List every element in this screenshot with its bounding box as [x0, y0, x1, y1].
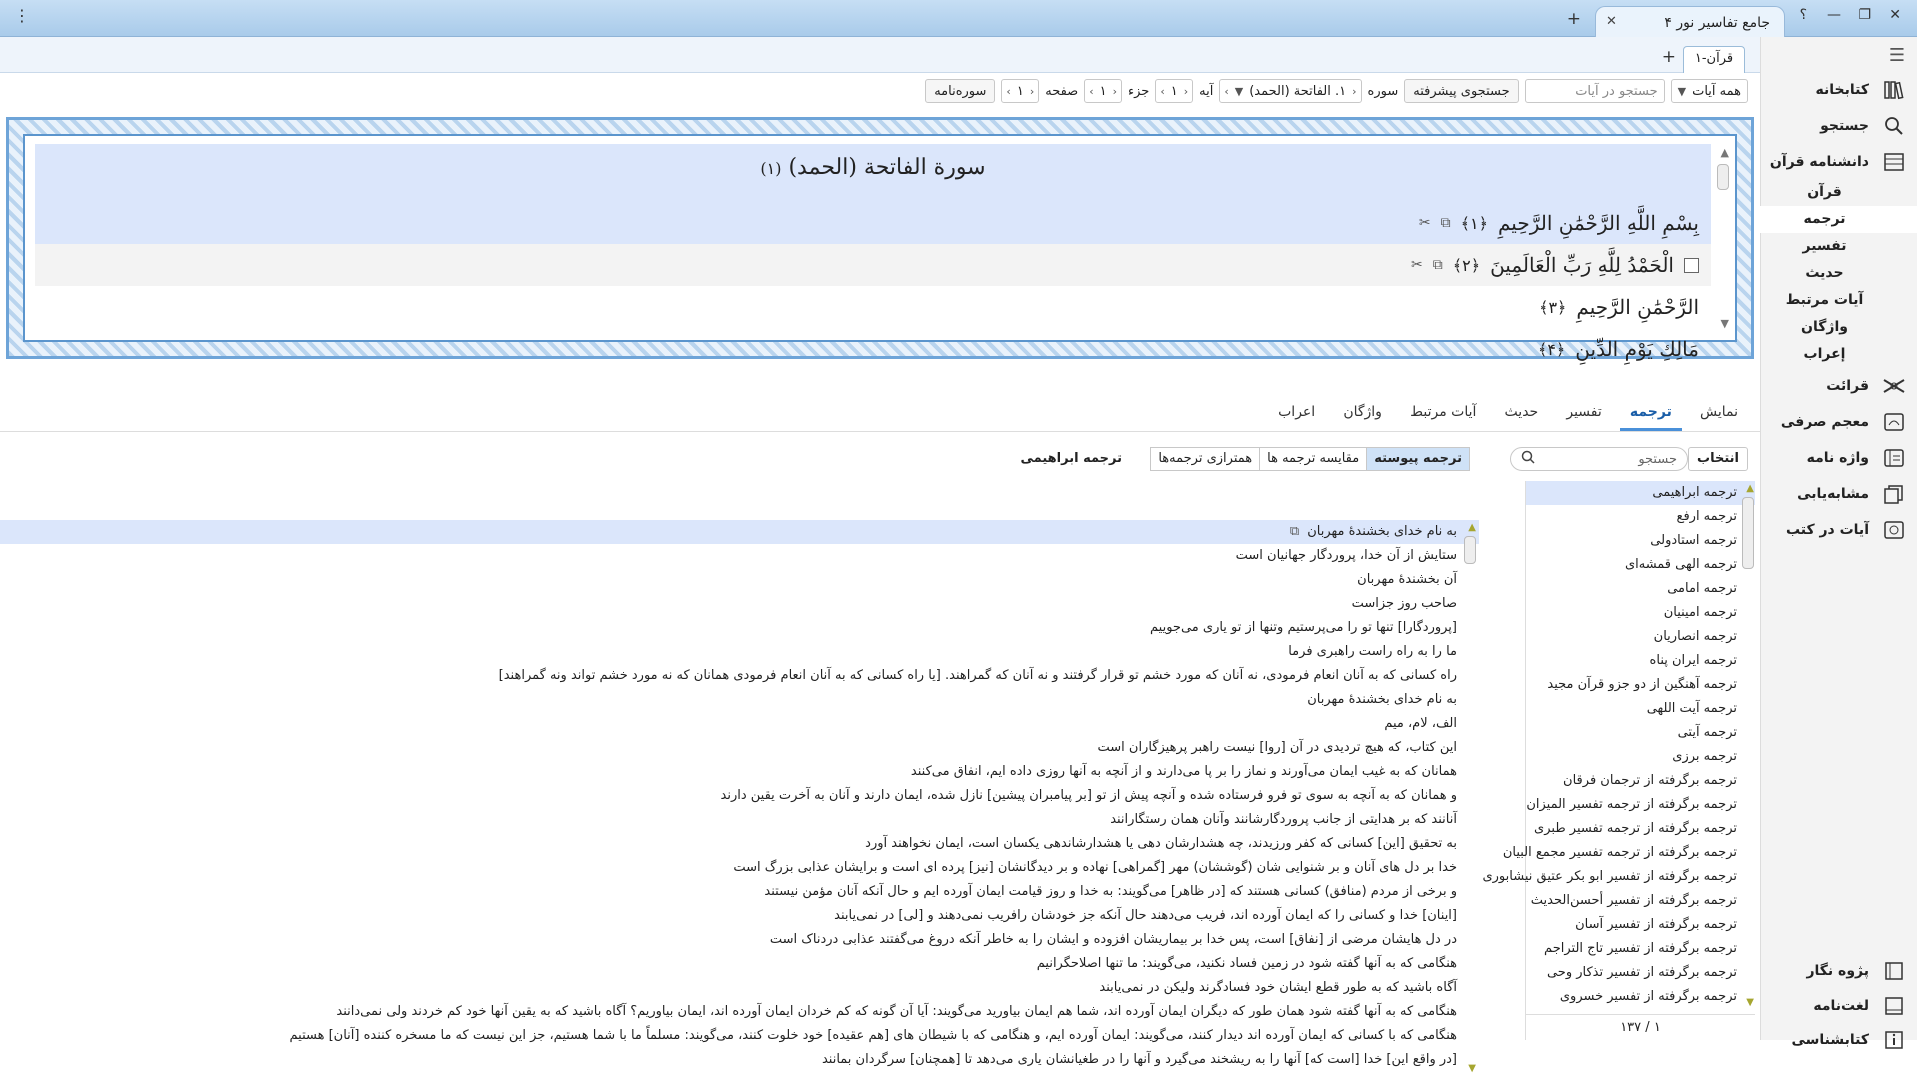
library-icon: [1881, 79, 1907, 101]
list-item[interactable]: ترجمه استادولی: [1650, 533, 1737, 548]
tab-quran-1[interactable]: قرآن-۱: [1683, 46, 1745, 73]
tab-tafsir[interactable]: تفسیر: [1566, 404, 1602, 420]
verse-row[interactable]: [35, 202, 1711, 244]
page-value: ۱: [1016, 83, 1024, 99]
translation-toolbar: [0, 439, 1760, 475]
sidebar-item-bibliography[interactable]: [1760, 1023, 1917, 1057]
list-item[interactable]: ترجمه امامی: [1667, 581, 1737, 596]
translation-text: ستایش از آن خدا، پروردگار جهانیان است: [1235, 548, 1457, 563]
chevron-down-icon: ▼: [1677, 84, 1687, 98]
external-link-icon[interactable]: ⧉: [1432, 257, 1443, 273]
verse-text: بِسْمِ اللَّهِ الرَّحْمَٰنِ الرَّحِيمِ: [1497, 211, 1699, 235]
translation-text: به تحقیق [این] کسانی که کفر ورزیدند، چه هشدارشان دهی یا هشدارشاندهی یکسان است، ایمان نخواهند آورد: [865, 836, 1457, 851]
scrollbar-thumb[interactable]: [1464, 536, 1476, 564]
verse-text: الرَّحْمَٰنِ الرَّحِيمِ: [1576, 295, 1699, 319]
tab-display[interactable]: نمایش: [1699, 404, 1738, 420]
translation-line[interactable]: [0, 616, 1479, 640]
surah-value: ۱. الفاتحة (الحمد): [1249, 83, 1347, 99]
list-item[interactable]: ترجمه برگرفته از ترجمه تفسیر المیزان: [1526, 797, 1737, 812]
translation-line[interactable]: [0, 568, 1479, 592]
mode-continuous[interactable]: ترجمه پیوسته: [1366, 447, 1470, 471]
current-translation-label: ترجمه ابراهیمی: [1020, 451, 1122, 466]
title-bar: [0, 0, 1917, 37]
translation-text: هنگامی که به آنها گفته شود همان طور که دیگران ایمان آورده اند، شما هم ایمان بیاورید می‌گویند: آیا آن گونه که کم خردان ایمان آورده اند، ایمان بیاوریم؟ آگاه باشید که به یقین آنها خود کم خردند ولی نمی‌دانند: [336, 1004, 1457, 1019]
translation-text: ما را به راه راست راهبری فرما: [1288, 644, 1457, 659]
translation-text: و برخی از مردم (منافق) کسانی هستند که [در ظاهر] می‌گویند: به خدا و روز قیامت ایمان آورده ایم و حال آنکه آنان مؤمن نیستند: [764, 884, 1457, 899]
list-item[interactable]: ترجمه امینیان: [1663, 605, 1737, 620]
verse-number: ﴿۱﴾: [1460, 213, 1488, 233]
restore-icon[interactable]: ❐: [1858, 7, 1871, 23]
tab-hadith[interactable]: حدیث: [1504, 404, 1539, 420]
translation-text: خدا بر دل های آنان و بر شنوایی شان (گوششان) مهر [گمراهی] نهاده و بر دیدگانشان [نیز] پرده ای است و برایشان عذابی بزرگ است: [733, 860, 1457, 875]
verse-search-placeholder: جستجو در آیات: [1575, 83, 1658, 99]
scissors-icon[interactable]: ✂: [1410, 257, 1423, 273]
translation-text: [اینان] خدا و کسانی را که ایمان آورده اند، فریب می‌دهند حال آنکه جز خودشان رافریب نمی‌دهند و [لی] در نمی‌یابند: [834, 908, 1457, 923]
verse-search-input[interactable]: [1525, 79, 1665, 103]
tab-related-verses[interactable]: آیات مرتبط: [1410, 404, 1477, 420]
scroll-down-icon[interactable]: ▼: [1746, 997, 1754, 1008]
translation-text: [در واقع این] خدا [است که] آنها را به ریشخند می‌گیرد و آنها را در طغیانشان یاری می‌دهد تا [همچنان] سرگردان بمانند: [821, 1052, 1457, 1067]
translator-search-placeholder: جستجو: [1638, 451, 1677, 467]
search-icon: [1881, 115, 1907, 137]
list-item[interactable]: ترجمه ایران پناه: [1649, 653, 1737, 668]
page-selector[interactable]: [1001, 79, 1039, 103]
aya-selector[interactable]: [1155, 79, 1193, 103]
quran-scrollbar[interactable]: [1717, 146, 1729, 330]
list-item[interactable]: ترجمه برگرفته از ترجمه تفسیر مجمع البیان: [1502, 845, 1737, 860]
surah-title: [35, 144, 1711, 202]
bibliography-icon: [1881, 1029, 1907, 1051]
sidebar-item-label: جستجو: [1820, 118, 1869, 134]
verse-text: الْحَمْدُ لِلَّهِ رَبِّ الْعَالَمِينَ: [1490, 253, 1674, 277]
sidebar-sub-hadith[interactable]: حدیث: [1805, 265, 1844, 281]
external-link-icon[interactable]: ⧉: [1289, 524, 1300, 539]
mode-compare[interactable]: مقایسه ترجمه ها: [1259, 447, 1367, 471]
translation-text: به نام خدای بخشندهٔ مهربان: [1307, 692, 1457, 707]
translation-text: به نام خدای بخشندهٔ مهربان: [1307, 524, 1457, 539]
translation-text: الف، لام، میم: [1384, 716, 1457, 731]
main-area: [0, 37, 1760, 1074]
sidebar-sub-quran[interactable]: قرآن: [1807, 184, 1842, 200]
list-item[interactable]: ترجمه ابراهیمی: [1526, 481, 1755, 505]
translation-line[interactable]: [0, 1000, 1479, 1024]
sidebar-item-label: لغت‌نامه: [1813, 998, 1869, 1014]
translation-text: صاحب روز جزاست: [1351, 596, 1457, 611]
chevron-left-icon[interactable]: ‹: [1029, 84, 1035, 98]
verse-row[interactable]: [35, 244, 1711, 286]
sidebar-item-label: معجم صرفی: [1780, 414, 1869, 430]
add-document-tab-icon[interactable]: +: [1661, 47, 1676, 67]
translation-line[interactable]: [0, 544, 1479, 568]
close-window-icon[interactable]: ✕: [1889, 7, 1901, 23]
scroll-down-icon[interactable]: ▼: [1468, 1063, 1476, 1074]
list-item[interactable]: ترجمه الهی قمشه‌ای: [1624, 557, 1737, 572]
sidebar-sub-related-verses[interactable]: آیات مرتبط: [1785, 292, 1864, 308]
advanced-search-button[interactable]: جستجوی پیشرفته: [1404, 79, 1518, 103]
notes-icon: [1881, 960, 1907, 982]
list-item[interactable]: ترجمه برگرفته از تفسیر تذکار وحی: [1546, 965, 1737, 980]
recitation-icon: [1881, 375, 1907, 397]
sidebar-item-label: کتابخانه: [1815, 82, 1869, 98]
translator-list: [1482, 481, 1755, 1040]
sidebar-sub-vocabulary[interactable]: واژگان: [1801, 319, 1848, 335]
document-tabs: [0, 37, 1760, 73]
chevron-right-icon[interactable]: ›: [1006, 84, 1011, 98]
list-item[interactable]: ترجمه برگرفته از ترجمه تفسیر طبری: [1534, 821, 1737, 836]
surah-list-button[interactable]: سوره‌نامه: [925, 79, 995, 103]
sidebar-item-search[interactable]: [1760, 109, 1917, 143]
sidebar-item-morphology[interactable]: [1760, 405, 1917, 439]
similarity-icon: [1881, 483, 1907, 505]
sidebar-item-label: مشابه‌یابی: [1797, 486, 1869, 502]
aya-value: ۱: [1170, 83, 1178, 99]
sidebar-item-library[interactable]: [1760, 73, 1917, 107]
app-menu-icon[interactable]: ⋮: [14, 6, 30, 25]
translation-line[interactable]: [0, 1048, 1479, 1072]
sidebar-item-label: واژه نامه: [1806, 450, 1869, 466]
list-item[interactable]: ترجمه برگرفته از تفسیر آسان: [1575, 917, 1737, 932]
window-tab-title: جامع تفاسیر نور ۴: [1664, 15, 1770, 31]
list-item[interactable]: ترجمه انصاریان: [1653, 629, 1737, 644]
translation-line[interactable]: [0, 760, 1479, 784]
list-item[interactable]: ترجمه آیت اللهی: [1646, 701, 1737, 716]
translation-text: این کتاب، که هیچ تردیدی در آن [روا] نیست راهبر پرهیزگاران است: [1097, 740, 1457, 755]
verse-row[interactable]: [35, 286, 1711, 328]
chevron-down-icon[interactable]: ▼: [1234, 84, 1244, 98]
encyclopedia-icon: [1881, 151, 1907, 173]
translation-line[interactable]: [0, 928, 1479, 952]
sidebar-item-lexicon[interactable]: [1760, 989, 1917, 1023]
verse-text: مَالِكِ يَوْمِ الدِّينِ: [1575, 337, 1699, 361]
translation-line[interactable]: [0, 640, 1479, 664]
sidebar: [1760, 37, 1917, 1048]
list-item[interactable]: ترجمه آیتی: [1677, 725, 1737, 740]
scissors-icon[interactable]: ✂: [1418, 215, 1431, 231]
translation-text: و همانان که به آنچه به سوی تو فرو فرستاده شده و آنچه پیش از تو [بر پیامبران پیشین] نازل شده، ایمان دارند و آنان به آخرت یقین دارند: [720, 788, 1457, 803]
sidebar-item-quran-encyclopedia[interactable]: [1760, 145, 1917, 179]
chevron-left-icon[interactable]: ‹: [1112, 84, 1117, 98]
scope-value: همه آیات: [1692, 83, 1741, 99]
sidebar-sub-tafsir[interactable]: تفسیر: [1802, 238, 1847, 254]
translation-line[interactable]: [0, 592, 1479, 616]
translator-search-input[interactable]: [1510, 447, 1688, 471]
surah-number: (۱): [760, 159, 782, 178]
tab-vocabulary[interactable]: واژگان: [1343, 404, 1382, 420]
translation-line[interactable]: [0, 712, 1479, 736]
translation-text: هنگامی که با کسانی که ایمان آورده اند دیدار کنند، می‌گویند: ایمان آورده ایم، و هنگامی که با شیطان های [هم عقیده] خود خلوت کنند، می‌گویند: مسلماً ما با شما هستیم، جز این نیست که ما مسخره کننده [آنان] هستیم: [289, 1028, 1457, 1043]
sidebar-item-label: کتابشناسی: [1791, 1032, 1869, 1048]
translation-text: در دل هایشان مرضی از [نفاق] است، پس خدا بر بیماریشان افزوده و ایشان را به خاطر آنکه دروغ می‌گفتند عذابی دردناک است: [769, 932, 1457, 947]
quran-toolbar: [0, 73, 1760, 109]
translator-pagination: ۱ / ۱۳۷: [1526, 1014, 1755, 1040]
aya-label: آیه: [1199, 83, 1214, 99]
new-window-tab-icon[interactable]: +: [1566, 9, 1581, 29]
translation-text: آگاه باشید که به طور قطع ایشان خود فسادگرند ولیکن در نمی‌یابند: [1099, 980, 1457, 995]
sidebar-item-notes[interactable]: [1760, 954, 1917, 988]
sidebar-item-similarity[interactable]: [1760, 477, 1917, 511]
list-item[interactable]: ترجمه ارفع: [1676, 509, 1737, 524]
scrollbar-thumb[interactable]: [1742, 497, 1754, 569]
minimize-icon[interactable]: —: [1827, 7, 1841, 23]
chevron-right-icon[interactable]: ›: [1160, 84, 1165, 98]
tab-translation[interactable]: ترجمه: [1620, 400, 1682, 431]
verse-number: ﴿۴﴾: [1537, 339, 1566, 359]
translation-scrollbar[interactable]: [1464, 520, 1476, 1076]
translation-line[interactable]: [0, 520, 1479, 544]
sidebar-item-label: دانشنامه قرآن: [1769, 154, 1869, 170]
verse-number: ﴿۲﴾: [1452, 255, 1481, 275]
translation-line[interactable]: [0, 952, 1479, 976]
help-button[interactable]: ؟: [1799, 7, 1807, 23]
chevron-right-icon[interactable]: ›: [1224, 84, 1229, 98]
sidebar-item-label: پژوه نگار: [1806, 963, 1869, 979]
list-item[interactable]: ترجمه برگرفته از تفسیر خسروی: [1559, 989, 1737, 1004]
translation-pane: [0, 520, 1479, 1076]
translation-line[interactable]: [0, 688, 1479, 712]
sidebar-item-dictionary[interactable]: [1760, 441, 1917, 475]
chevron-left-icon[interactable]: ‹: [1352, 84, 1357, 98]
sidebar-sub-irab[interactable]: إعراب: [1803, 346, 1846, 362]
quran-ornament-border: [23, 134, 1737, 361]
scroll-up-icon[interactable]: ▲: [1720, 146, 1729, 159]
list-item[interactable]: ترجمه آهنگین از دو جزو قرآن مجید: [1547, 677, 1737, 692]
translation-mode-segment: [1151, 447, 1470, 471]
scrollbar-thumb[interactable]: [1717, 164, 1729, 190]
translation-line[interactable]: [0, 784, 1479, 808]
translation-line[interactable]: [0, 808, 1479, 832]
select-button[interactable]: انتخاب: [1688, 447, 1748, 471]
list-item[interactable]: ترجمه برزی: [1672, 749, 1737, 764]
scope-dropdown[interactable]: [1671, 79, 1748, 103]
translator-scrollbar[interactable]: [1742, 481, 1754, 1012]
translation-text: آن بخشندهٔ مهربان: [1357, 572, 1457, 587]
window-tab[interactable]: [1595, 6, 1785, 37]
translation-line[interactable]: [0, 976, 1479, 1000]
translation-line[interactable]: [0, 1024, 1479, 1048]
translation-line[interactable]: [0, 664, 1479, 688]
hamburger-menu-icon[interactable]: ☰: [1888, 45, 1905, 66]
juz-label: جزء: [1128, 83, 1150, 99]
close-tab-icon[interactable]: ✕: [1606, 14, 1617, 29]
surah-selector[interactable]: [1219, 79, 1361, 103]
translation-line[interactable]: [0, 832, 1479, 856]
mode-align[interactable]: همترازی ترجمه‌ها: [1150, 447, 1260, 471]
surah-label: سوره: [1367, 83, 1399, 99]
translation-text: آنانند که بر هدایتی از جانب پروردگارشانند وآنان همان رستگارانند: [1110, 812, 1457, 827]
verse-number: ﴿۳﴾: [1539, 297, 1567, 317]
sidebar-item-label: آیات در کتب: [1785, 522, 1869, 538]
scroll-up-icon[interactable]: ▲: [1468, 522, 1476, 533]
scroll-down-icon[interactable]: ▼: [1720, 317, 1729, 330]
verse-row[interactable]: [35, 328, 1711, 370]
sidebar-sub-translation[interactable]: ترجمه: [1760, 206, 1917, 233]
morphology-icon: [1881, 411, 1907, 433]
tab-irab[interactable]: اعراب: [1278, 404, 1316, 420]
external-link-icon[interactable]: ⧉: [1440, 215, 1451, 231]
translation-line[interactable]: [0, 880, 1479, 904]
juz-value: ۱: [1099, 83, 1107, 99]
scroll-up-icon[interactable]: ▲: [1746, 483, 1754, 494]
translation-text: [پروردگارا] تنها تو را می‌پرستیم وتنها از تو یاری می‌جوییم: [1150, 620, 1457, 635]
lexicon-icon: [1881, 995, 1907, 1017]
sidebar-item-recitation[interactable]: [1760, 369, 1917, 403]
chevron-right-icon[interactable]: ›: [1089, 84, 1094, 98]
translation-text: همانان که به غیب ایمان می‌آورند و نماز را بر پا می‌دارند و از آنچه به آنها روزی داده ایم، انفاق می‌کنند: [910, 764, 1457, 779]
sidebar-item-verses-in-books[interactable]: [1760, 513, 1917, 547]
juz-selector[interactable]: [1084, 79, 1122, 103]
page-label: صفحه: [1045, 83, 1079, 99]
list-item[interactable]: ترجمه برگرفته از تفسیر ابو بکر عتیق نیشابوری: [1482, 869, 1737, 884]
dictionary-icon: [1881, 447, 1907, 469]
translation-line[interactable]: [0, 904, 1479, 928]
verses-in-books-icon: [1881, 519, 1907, 541]
list-item[interactable]: ترجمه برگرفته از تفسیر تاج التراجم: [1544, 941, 1737, 956]
search-icon: [1521, 450, 1535, 468]
translation-text: هنگامی که به آنها گفته شود در زمین فساد نکنید، می‌گویند: ما تنها اصلاحگرانیم: [1036, 956, 1457, 971]
list-item[interactable]: ترجمه برگرفته از ترجمان فرقان: [1563, 773, 1737, 788]
translation-text: راه کسانی که به آنان انعام فرمودی، نه آنان که مورد خشم تو قرار گرفتند و نه آنان که گمراهند. [یا راه کسانی که به آنان انعام فرمودی همانان که نه مورد خشم تواند ونه گمراهند]: [498, 668, 1457, 683]
chevron-left-icon[interactable]: ‹: [1183, 84, 1189, 98]
surah-title-text: سورة الفاتحة (الحمد): [788, 155, 986, 180]
verse-checkbox[interactable]: [1684, 258, 1699, 273]
quran-text-panel: [35, 144, 1711, 361]
quran-frame: [6, 117, 1754, 359]
translation-line[interactable]: [0, 856, 1479, 880]
translation-line[interactable]: [0, 736, 1479, 760]
lower-tabs: [0, 400, 1760, 432]
list-item[interactable]: ترجمه برگرفته از تفسیر أحسن‌الحدیث: [1530, 893, 1737, 908]
sidebar-item-label: قرائت: [1826, 378, 1869, 394]
